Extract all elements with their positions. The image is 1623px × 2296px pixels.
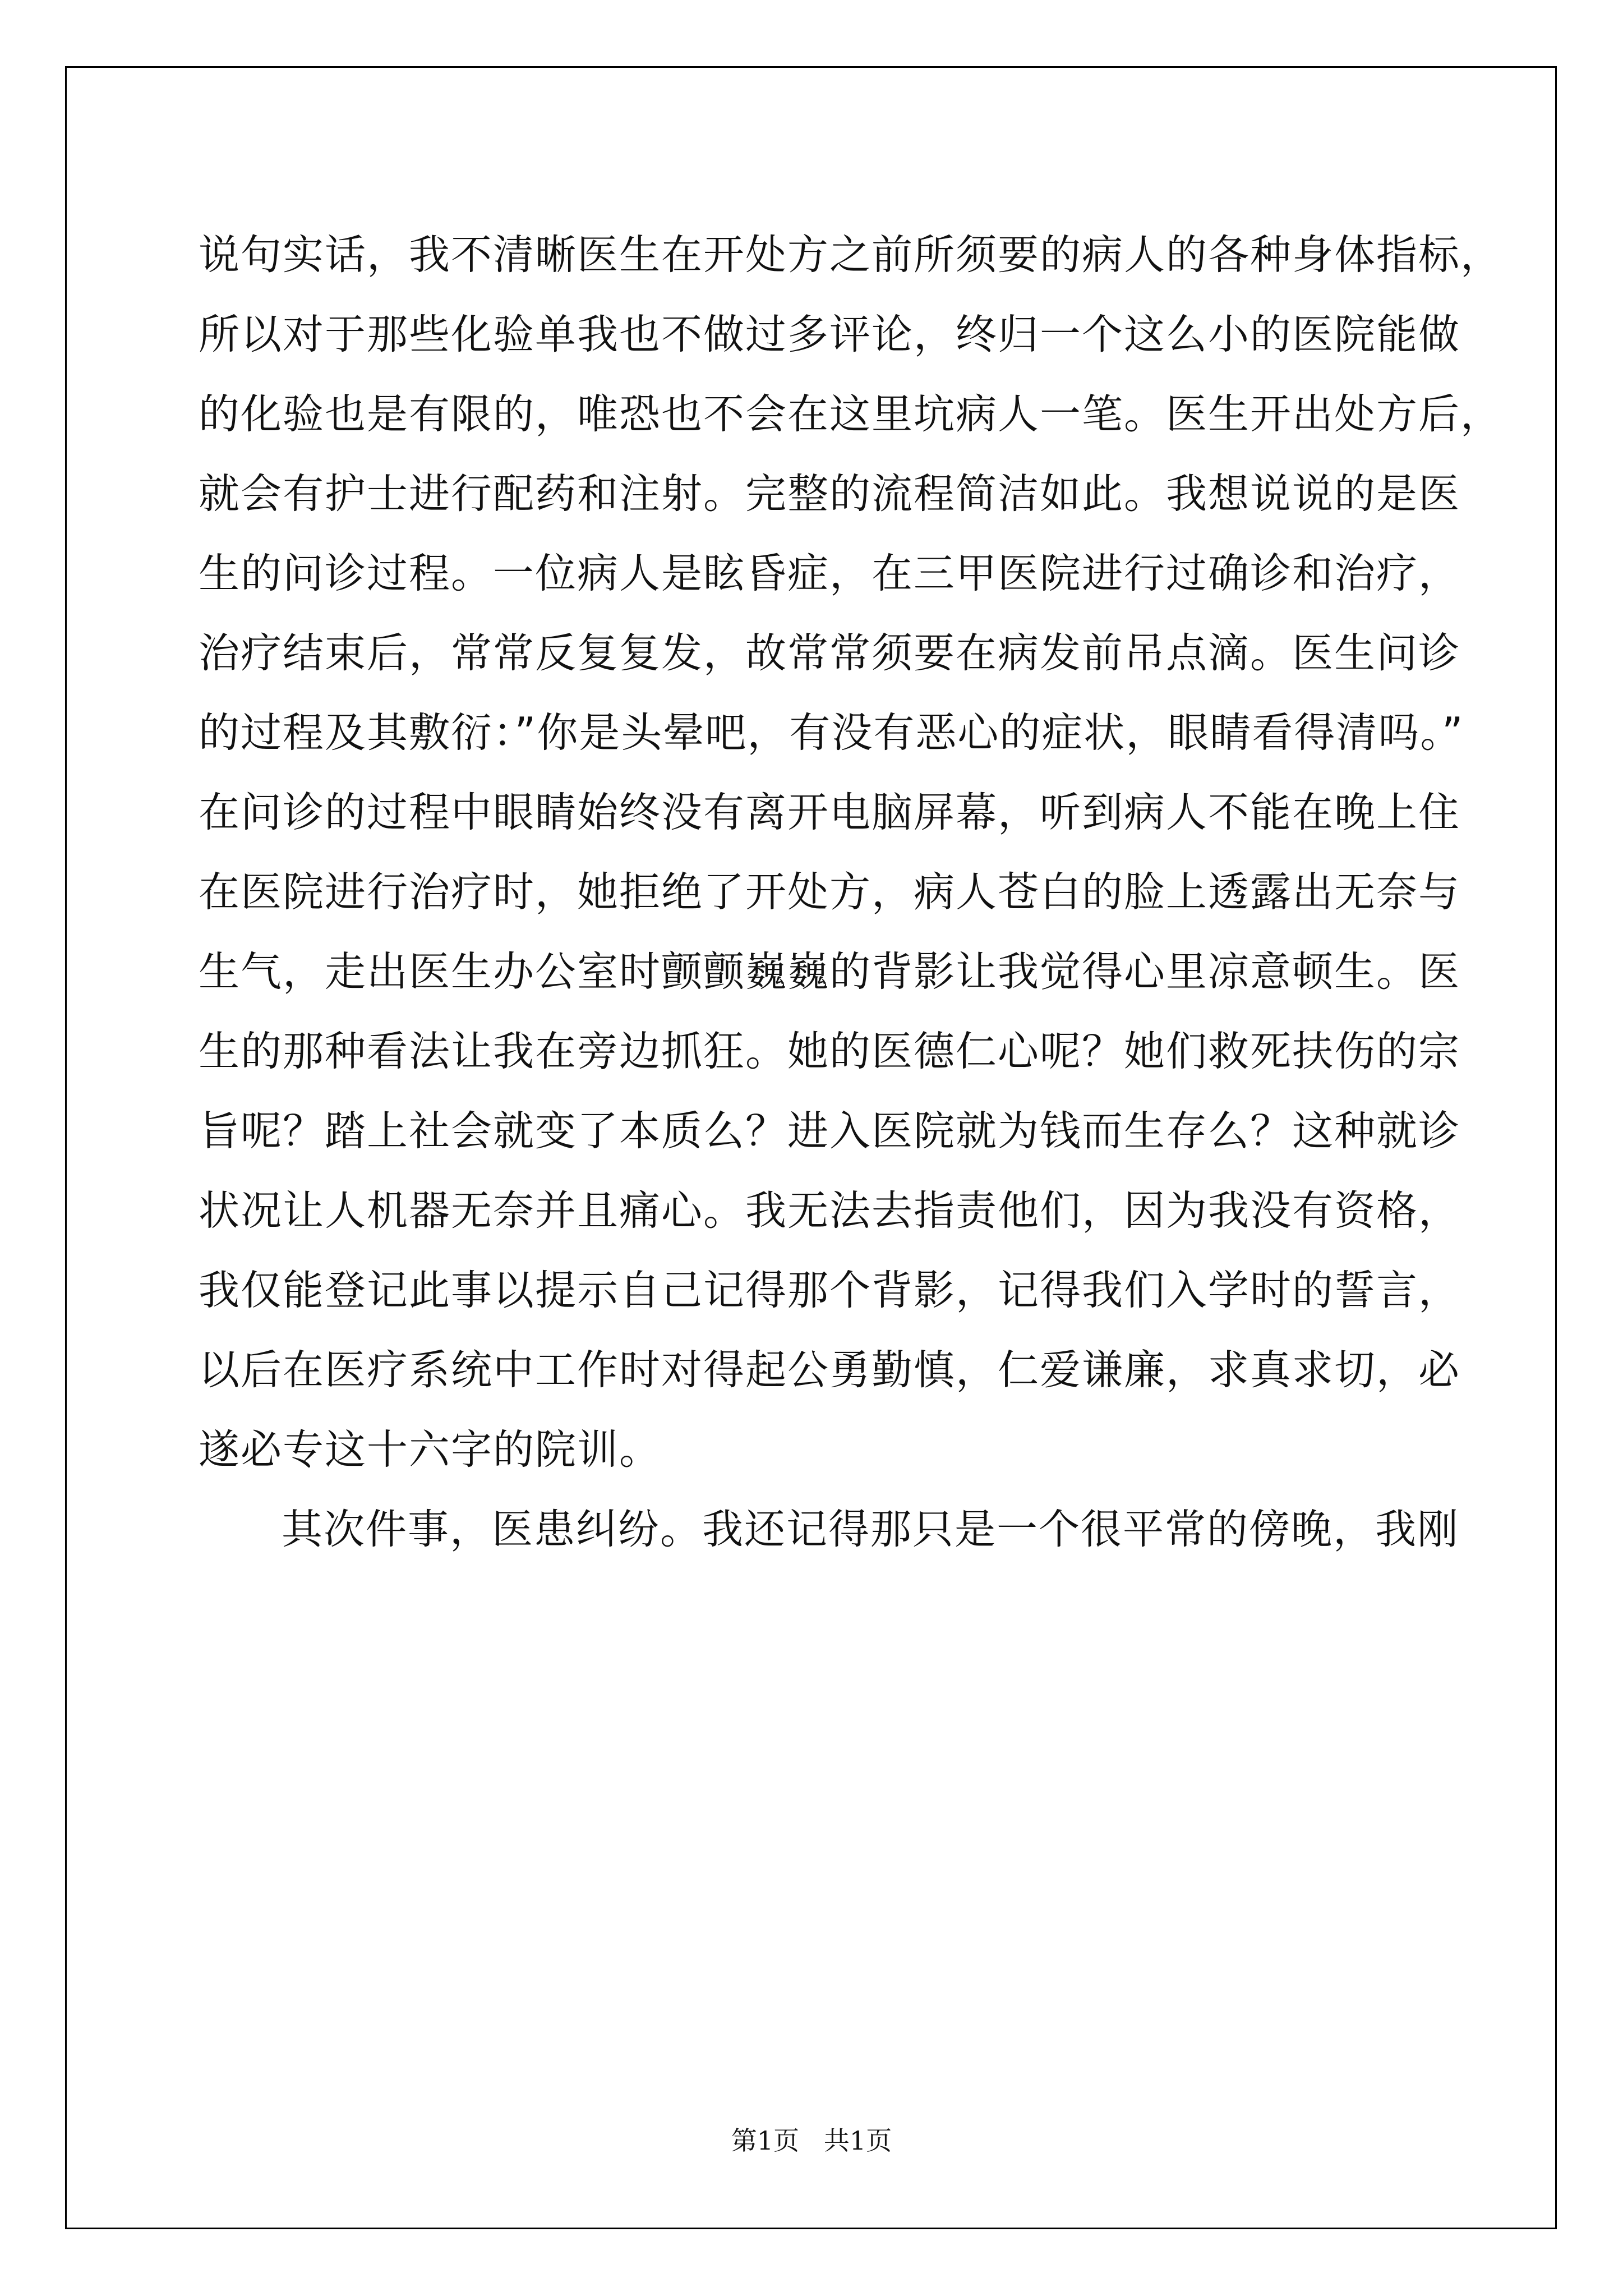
text-line: 以后在医疗系统中工作时对得起公勇勤慎，仁爱谦廉，求真求切，必 — [199, 1346, 1460, 1394]
text-line: 生气，走出医生办公室时颤颤巍巍的背影让我觉得心里凉意顿生。医 — [199, 948, 1460, 996]
text-line: 就会有护士进行配药和注射。完整的流程简洁如此。我想说说的是医 — [199, 470, 1460, 518]
text-line: 遂必专这十六字的院训。 — [199, 1426, 661, 1474]
text-line: 状况让人机器无奈并且痛心。我无法去指责他们，因为我没有资格， — [199, 1187, 1460, 1235]
text-line: 的化验也是有限的，唯恐也不会在这里坑病人一笔。医生开出处方后， — [199, 390, 1502, 438]
text-line: 的过程及其敷衍：”你是头晕吧，有没有恶心的症状，眼睛看得清吗。” — [199, 709, 1464, 757]
body-text — [199, 215, 1502, 1570]
text-line: 说句实话，我不清晰医生在开处方之前所须要的病人的各种身体指标， — [199, 231, 1502, 279]
text-line: 所以对于那些化验单我也不做过多评论，终归一个这么小的医院能做 — [199, 311, 1460, 358]
text-line: 在医院进行治疗时，她拒绝了开处方，病人苍白的脸上透露出无奈与 — [199, 868, 1460, 916]
text-line: 我仅能登记此事以提示自己记得那个背影，记得我们入学时的誓言， — [199, 1267, 1460, 1314]
text-line: 旨呢？踏上社会就变了本质么？进入医院就为钱而生存么？这种就诊 — [199, 1107, 1460, 1155]
text-line: 生的问诊过程。一位病人是眩昏症，在三甲医院进行过确诊和治疗， — [199, 550, 1460, 597]
text-line: 治疗结束后，常常反复复发，故常常须要在病发前吊点滴。医生问诊 — [199, 629, 1460, 677]
text-line: 在问诊的过程中眼睛始终没有离开电脑屏幕，听到病人不能在晚上住 — [199, 789, 1460, 836]
page-number-footer: 第1页 共1页 — [731, 2125, 892, 2156]
text-line: 生的那种看法让我在旁边抓狂。她的医德仁心呢？她们救死扶伤的宗 — [199, 1028, 1460, 1075]
paragraph-start-line: 其次件事，医患纠纷。我还记得那只是一个很平常的傍晚，我刚 — [282, 1506, 1459, 1553]
